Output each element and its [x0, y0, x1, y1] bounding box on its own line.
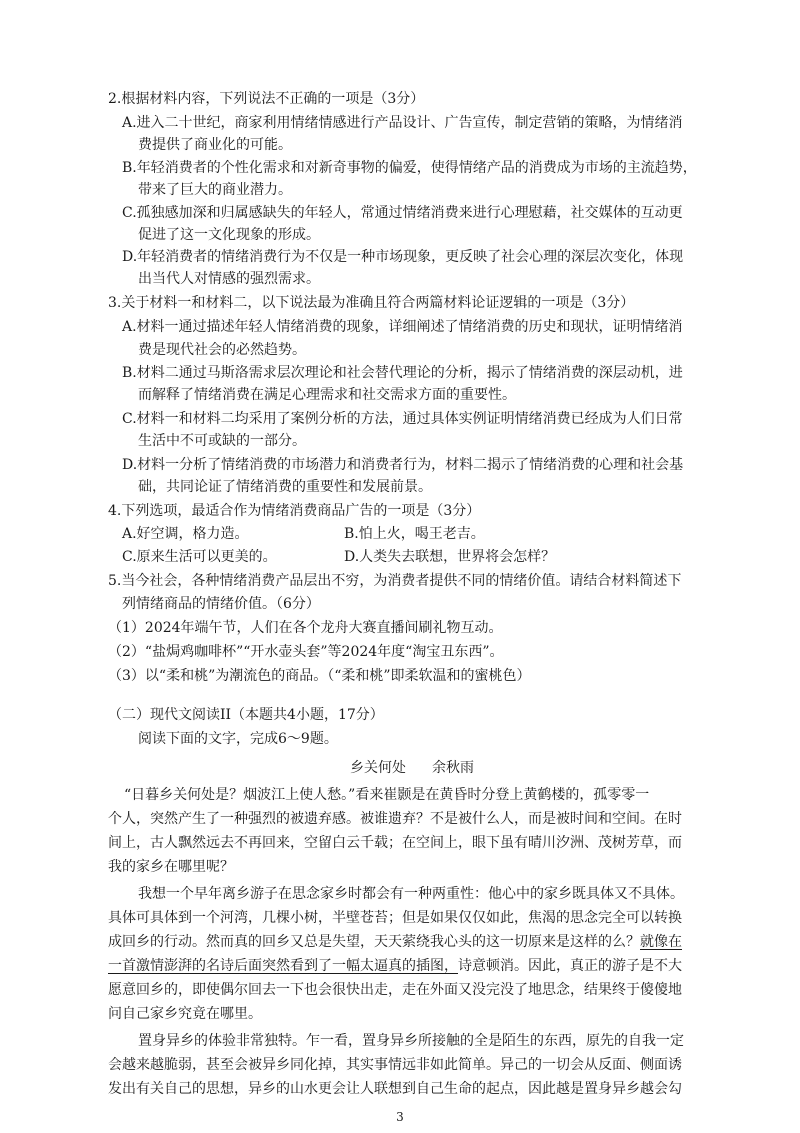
page-number: 3	[396, 1110, 404, 1124]
passage-p3-line3: 发出有关自己的思想，异乡的山水更会让人联想到自己生命的起点，因此越是置身异乡越会勾	[108, 1081, 682, 1097]
passage-p3-line2: 会越来越脆弱，甚至会被异乡同化掉，其实事情远非如此简单。异己的一切会从反面、侧面诱	[108, 1057, 682, 1073]
passage-p2-line2: 具体可具体到一个河湾，几棵小树，半壁苍苔；但是如果仅仅如此，焦渴的思念完全可以转换	[108, 910, 682, 926]
q4-stem: 4.下列选项，最适合作为情绪消费商品广告的一项是（3分）	[108, 503, 481, 519]
passage-p1-line1: “日暮乡关何处是？烟波江上使人愁。”看来崔颢是在黄昏时分登上黄鹤楼的，孤零零一	[124, 787, 650, 803]
q5-stem-line2: 列情绪商品的情绪价值。（6分）	[122, 596, 320, 612]
passage-p3-line1: 置身异乡的体验非常独特。乍一看，置身异乡所接触的全是陌生的东西，原先的自我一定	[138, 1033, 684, 1049]
q3-option-a-line2: 费是现代社会的必然趋势。	[138, 342, 306, 358]
passage-p2-line4	[108, 955, 682, 975]
passage-p1-line2: 个人，突然产生了一种强烈的被遗弃感。被谁遗弃？不是被什么人，而是被时间和空间。在时	[108, 811, 682, 827]
passage-p2-line5: 愿意回乡的，即使偶尔回去一下也会很快出走，走在外面又没完没了地思念，结果终于傻傻地	[108, 982, 682, 998]
q2-option-d-line2: 出当代人对情感的强烈需求。	[138, 271, 320, 287]
passage-p2-line1: 我想一个早年离乡游子在思念家乡时都会有一种两重性：他心中的家乡既具体又不具体。	[138, 886, 684, 902]
q5-item-3: （3）以“柔和桃”为潮流色的商品。（“柔和桃”即柔软温和的蜜桃色）	[108, 668, 531, 684]
passage-p2-line6: 问自己家乡究竟在哪里。	[108, 1006, 262, 1022]
q3-stem: 3.关于材料一和材料二，以下说法最为准确且符合两篇材料论证逻辑的一项是（3分）	[108, 295, 635, 311]
passage-p2-line3-text: 成回乡的行动。然而真的回乡又总是失望，天天萦绕我心头的这一切原来是这样的么？	[108, 934, 640, 950]
q4-option-b: B.怕上火，喝王老吉。	[344, 526, 485, 542]
q2-option-b-line1: B.年轻消费者的个性化需求和对新奇事物的偏爱，使得情绪产品的消费成为市场的主流趋势，	[122, 160, 697, 176]
q3-option-a-line1: A.材料一通过描述年轻人情绪消费的现象，详细阐述了情绪消费的历史和现状，证明情绪消	[122, 319, 683, 335]
passage-p1-line4: 我的家乡在哪里呢？	[108, 859, 234, 875]
q4-option-c: C.原来生活可以更美的。	[122, 549, 277, 565]
q2-option-c-line2: 促进了这一文化现象的形成。	[138, 227, 320, 243]
q2-option-a-line2: 费提供了商业化的可能。	[138, 137, 292, 153]
passage-author: 余秋雨	[432, 760, 474, 776]
q3-option-c-line2: 生活中不可或缺的一部分。	[138, 433, 306, 449]
q3-option-d-line2: 础，共同论证了情绪消费的重要性和发展前景。	[138, 479, 432, 495]
q4-option-d: D.人类失去联想，世界将会怎样？	[344, 549, 556, 565]
section-instruction: 阅读下面的文字，完成6～9题。	[138, 731, 338, 747]
q5-item-1: （1）2024年端午节，人们在各个龙舟大赛直播间刷礼物互动。	[108, 620, 503, 636]
q2-option-a-line1: A.进入二十世纪，商家利用情绪情感进行产品设计、广告宣传，制定营销的策略，为情绪消	[122, 115, 683, 131]
q3-option-c-line1: C.材料一和材料二均采用了案例分析的方法，通过具体实例证明情绪消费已经成为人们日常	[122, 411, 683, 427]
q3-option-b-line1: B.材料二通过马斯洛需求层次理论和社会替代理论的分析，揭示了情绪消费的深层动机，进	[122, 365, 683, 381]
q3-option-d-line1: D.材料一分析了情绪消费的市场潜力和消费者行为，材料二揭示了情绪消费的心理和社会基	[122, 457, 684, 473]
q4-option-a: A.好空调，格力造。	[122, 526, 249, 542]
q2-stem: 2.根据材料内容，下列说法不正确的一项是（3分）	[108, 91, 425, 107]
q2-option-d-line1: D.年轻消费者的情绪消费行为不仅是一种市场现象，更反映了社会心理的深层次变化，体现	[122, 249, 684, 265]
section-heading: （二）现代文阅读II（本题共4小题，17分）	[108, 707, 384, 723]
passage-p2-line4-text: 诗意顿消。因此，真正的游子是不大	[458, 958, 682, 974]
q5-item-2: （2）“盐焗鸡咖啡杯”“开水壶头套”等2024年度“淘宝丑东西”。	[108, 644, 504, 660]
passage-underlined-phrase-2: 一首激情澎湃的名诗后面突然看到了一幅太逼真的插图，	[108, 958, 458, 974]
q5-stem-line1: 5.当今社会，各种情绪消费产品层出不穷，为消费者提供不同的情绪价值。请结合材料简述下	[108, 573, 682, 589]
passage-underlined-phrase-1: 就像在	[640, 934, 682, 950]
passage-p2-line3	[108, 931, 682, 951]
q3-option-b-line2: 而解释了情绪消费在满足心理需求和社交需求方面的重要性。	[138, 387, 516, 403]
q2-option-c-line1: C.孤独感加深和归属感缺失的年轻人，常通过情绪消费来进行心理慰藉，社交媒体的互动更	[122, 205, 683, 221]
passage-p1-line3: 间上，古人飘然远去不再回来，空留白云千载；在空间上，眼下虽有晴川汐洲、茂树芳草，而	[108, 835, 682, 851]
q2-option-b-line2: 带来了巨大的商业潜力。	[138, 182, 292, 198]
passage-title: 乡关何处	[350, 760, 406, 776]
